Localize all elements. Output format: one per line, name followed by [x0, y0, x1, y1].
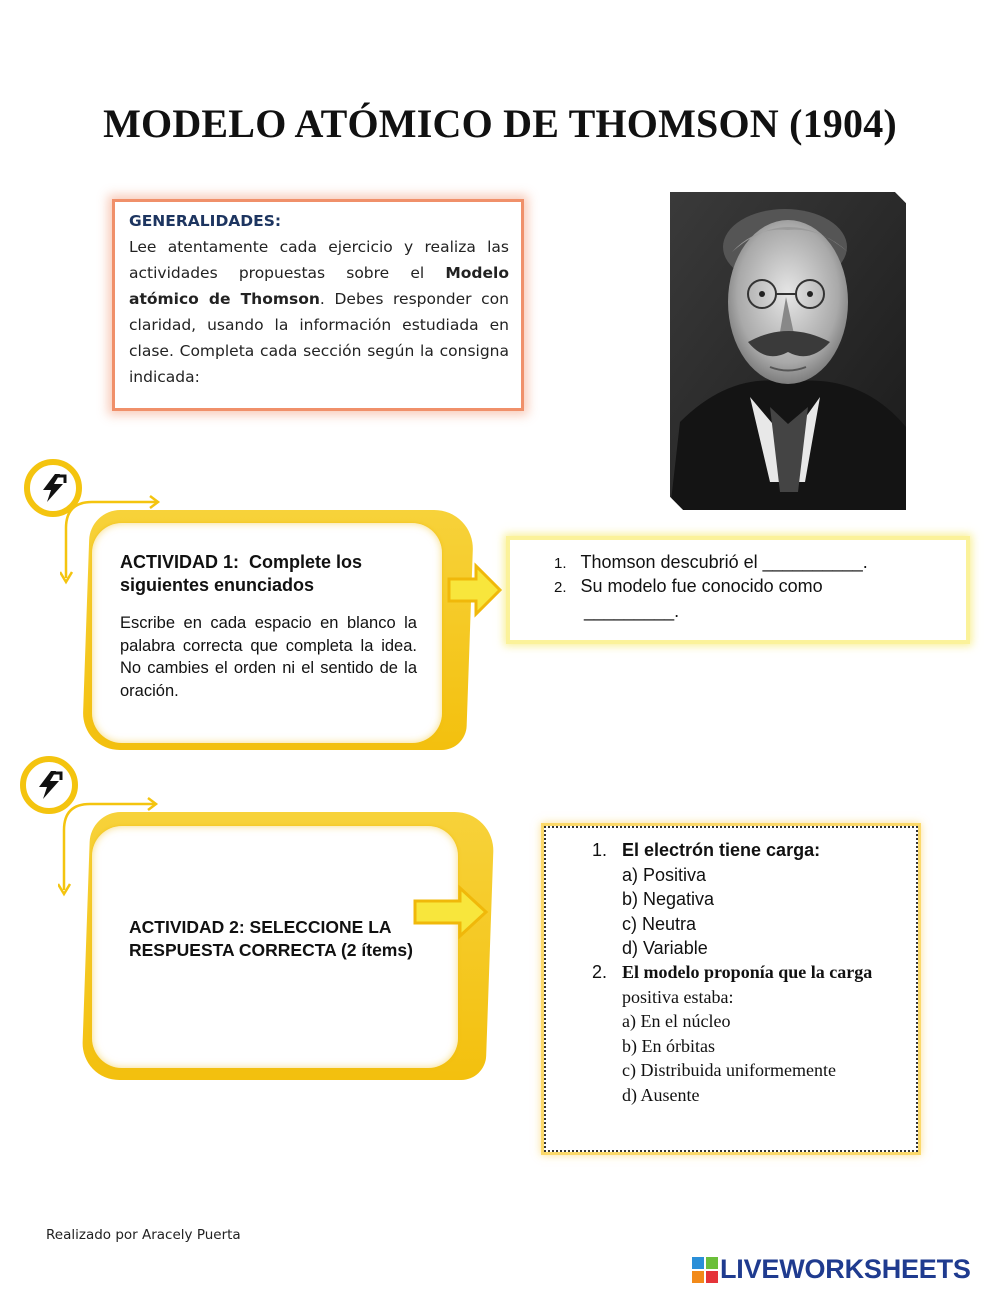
activity1-instructions: Escribe en cada espacio en blanco la palabra correcta que completa la idea. No cambies el orden ni el sentido de la oración.	[120, 614, 417, 700]
generalidades-text-bold: Modelo atómico de Thomson	[129, 264, 509, 308]
activity1-title-prefix: ACTIVIDAD 1:	[120, 552, 240, 572]
liveworksheets-logo-text: LIVEWORKSHEETS	[720, 1254, 971, 1284]
activity2-title: ACTIVIDAD 2: SELECCIONE LA RESPUESTA CORRECTA (2 ítems)	[129, 917, 413, 960]
answer-item-1	[554, 550, 954, 577]
answer-item-2-text: Su modelo fue conocido como	[580, 576, 823, 596]
portrait-frame	[656, 180, 920, 520]
question-1-option-b[interactable]: b) Negativa	[622, 889, 715, 909]
answer-item-1-text: Thomson descubrió el __________.	[580, 552, 868, 572]
question-2-option-b[interactable]: b) En órbitas	[622, 1035, 715, 1056]
generalidades-text	[129, 234, 509, 390]
question-1-option-a[interactable]: a) Positiva	[622, 864, 707, 885]
liveworksheets-logo-icon	[692, 1257, 718, 1283]
page-title: MODELO ATÓMICO DE THOMSON (1904)	[103, 101, 897, 146]
generalidades-text-part2: . Debes responder con claridad, usando la información estudiada en clase. Completa cada sección según la consigna indicada:	[129, 290, 509, 386]
question-1-number: 1.	[592, 840, 608, 860]
arrow-right-icon	[412, 884, 492, 940]
author-credit: Realizado por Aracely Puerta	[46, 1227, 241, 1243]
activity2-questions-box	[544, 826, 918, 1152]
question-1-option-c[interactable]: c) Neutra	[622, 913, 697, 934]
question-2-stem	[592, 960, 912, 985]
portrait-photo	[670, 192, 906, 510]
question-2-option-d[interactable]: d) Ausente	[622, 1084, 700, 1105]
answer-item-2	[554, 574, 954, 601]
generalidades-text-part1: Lee atentamente cada ejercicio y realiza las actividades propuestas sobre el	[129, 238, 509, 282]
activity1-answers-box	[506, 536, 970, 644]
question-2-option-a[interactable]: a) En el núcleo	[622, 1011, 731, 1031]
question-2-text: El modelo proponía que la carga	[622, 962, 873, 982]
answer-item-2-number: 2.	[554, 579, 567, 596]
question-2-number: 2.	[592, 962, 608, 982]
question-1-stem	[592, 838, 912, 863]
activity1-title-rest: Complete los siguientes enunciados	[120, 552, 363, 595]
answer-item-1-number: 1.	[554, 555, 567, 572]
generalidades-box	[112, 199, 524, 411]
arrow-right-icon	[446, 562, 504, 618]
liveworksheets-logo[interactable]	[692, 1254, 971, 1285]
question-1	[592, 838, 912, 961]
question-1-text: El electrón tiene carga:	[622, 840, 821, 860]
answer-item-2-blank[interactable]: _________.	[584, 601, 680, 621]
question-2-text-rest: positiva estaba:	[622, 986, 734, 1007]
question-1-option-d[interactable]: d) Variable	[622, 938, 708, 958]
question-2-option-c[interactable]: c) Distribuida uniformemente	[622, 1060, 836, 1080]
question-2	[592, 960, 912, 1107]
generalidades-heading: GENERALIDADES:	[129, 212, 282, 230]
activity1-title	[120, 551, 420, 597]
